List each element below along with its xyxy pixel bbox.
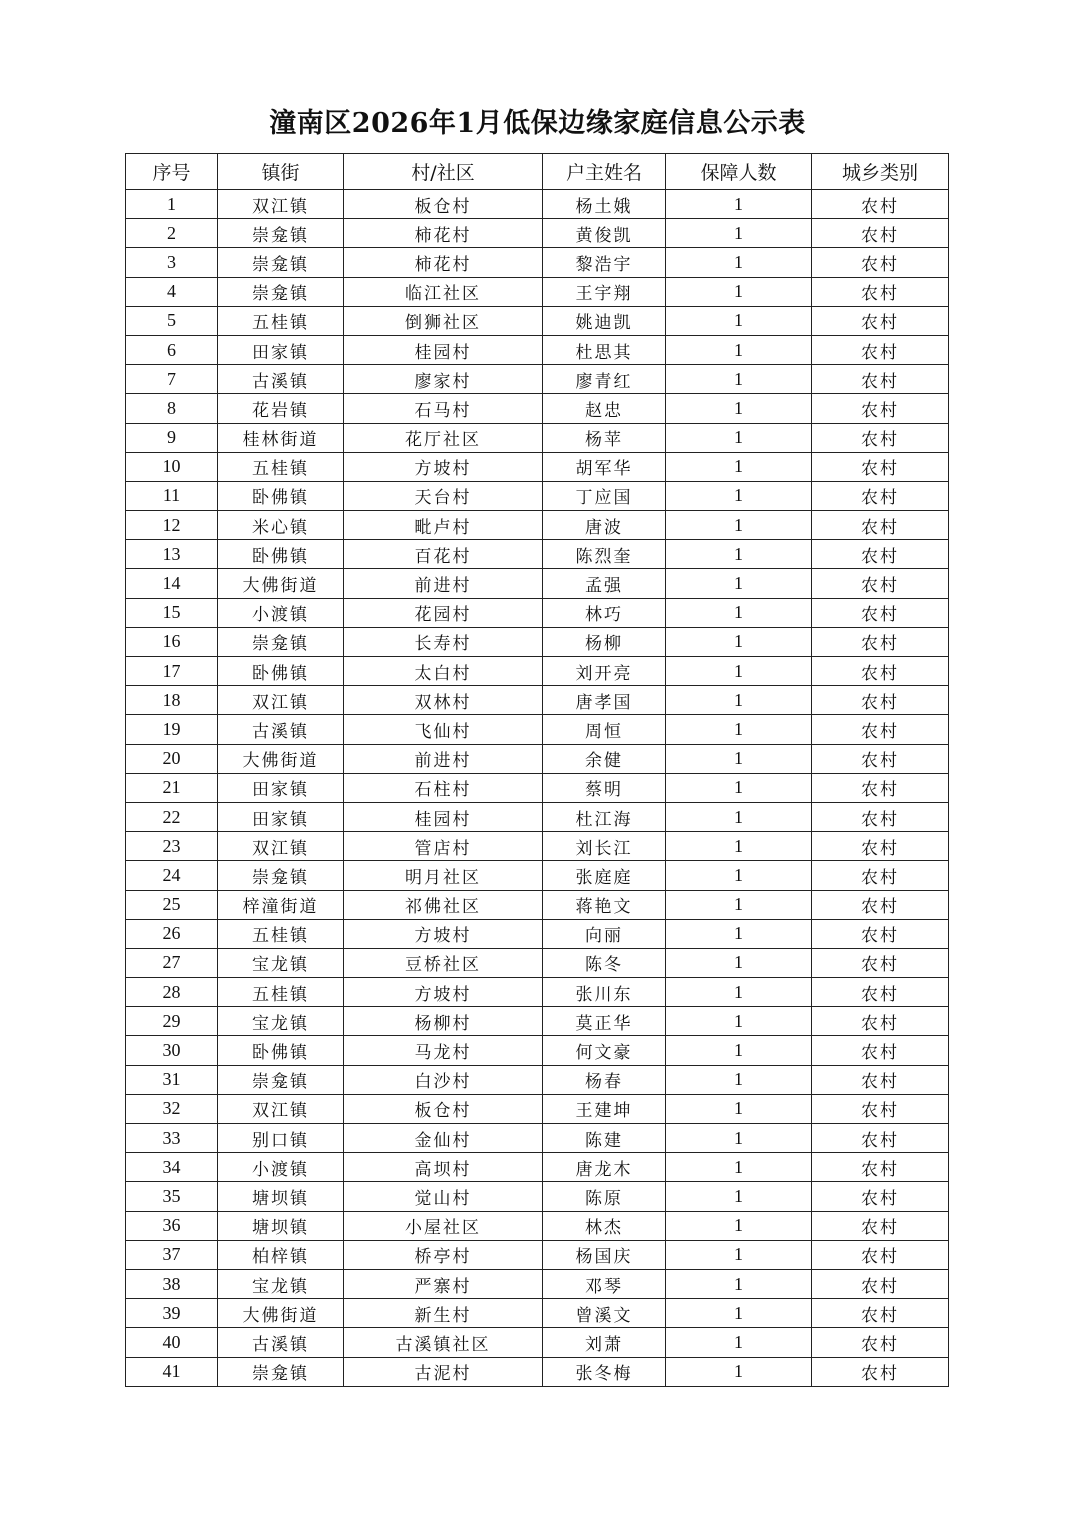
village-cell: 觉山村 [344,1182,543,1211]
table-row [126,511,949,540]
covered-count-cell: 1 [666,832,812,861]
covered-count-cell: 1 [666,1269,812,1298]
category-cell: 农村 [812,1153,949,1182]
town-cell: 宝龙镇 [218,1269,344,1298]
householder-cell: 向丽 [543,919,666,948]
covered-count-cell: 1 [666,744,812,773]
index-cell: 26 [126,919,218,948]
village-cell: 板仓村 [344,190,543,219]
covered-count-cell: 1 [666,1299,812,1328]
table-row [126,715,949,744]
table-row [126,1328,949,1357]
village-cell: 倒狮社区 [344,306,543,335]
householder-cell: 廖青红 [543,365,666,394]
householder-cell: 杜江海 [543,802,666,831]
village-cell: 柿花村 [344,219,543,248]
table-row [126,832,949,861]
category-cell: 农村 [812,1007,949,1036]
covered-count-cell: 1 [666,1094,812,1123]
index-cell: 10 [126,452,218,481]
table-row [126,219,949,248]
index-cell: 32 [126,1094,218,1123]
covered-count-cell: 1 [666,1357,812,1386]
table-row [126,773,949,802]
householder-cell: 曾溪文 [543,1299,666,1328]
category-cell: 农村 [812,306,949,335]
householder-cell: 唐孝国 [543,686,666,715]
village-cell: 花厅社区 [344,423,543,452]
village-cell: 天台村 [344,481,543,510]
householder-cell: 陈原 [543,1182,666,1211]
table-row [126,1182,949,1211]
index-cell: 17 [126,657,218,686]
category-cell: 农村 [812,511,949,540]
town-cell: 双江镇 [218,832,344,861]
covered-count-cell: 1 [666,715,812,744]
index-cell: 41 [126,1357,218,1386]
village-cell: 前进村 [344,569,543,598]
covered-count-cell: 1 [666,802,812,831]
table-row [126,1269,949,1298]
covered-count-cell: 1 [666,365,812,394]
category-cell: 农村 [812,598,949,627]
town-cell: 米心镇 [218,511,344,540]
index-cell: 3 [126,248,218,277]
covered-count-cell: 1 [666,919,812,948]
category-cell: 农村 [812,1240,949,1269]
table-row [126,248,949,277]
table-row [126,686,949,715]
category-cell: 农村 [812,1299,949,1328]
village-cell: 马龙村 [344,1036,543,1065]
index-cell: 27 [126,948,218,977]
covered-count-cell: 1 [666,394,812,423]
town-cell: 塘坝镇 [218,1211,344,1240]
category-cell: 农村 [812,540,949,569]
village-cell: 石马村 [344,394,543,423]
householder-cell: 陈建 [543,1124,666,1153]
covered-count-cell: 1 [666,890,812,919]
town-cell: 卧佛镇 [218,481,344,510]
village-cell: 临江社区 [344,277,543,306]
town-cell: 崇龛镇 [218,1357,344,1386]
town-cell: 双江镇 [218,190,344,219]
index-cell: 4 [126,277,218,306]
covered-count-cell: 1 [666,948,812,977]
category-cell: 农村 [812,1036,949,1065]
covered-count-cell: 1 [666,219,812,248]
covered-count-cell: 1 [666,1153,812,1182]
householder-cell: 刘长江 [543,832,666,861]
town-cell: 崇龛镇 [218,1065,344,1094]
covered-count-cell: 1 [666,773,812,802]
covered-count-cell: 1 [666,598,812,627]
index-cell: 34 [126,1153,218,1182]
town-cell: 桂林街道 [218,423,344,452]
town-cell: 卧佛镇 [218,657,344,686]
category-cell: 农村 [812,773,949,802]
town-cell: 五桂镇 [218,978,344,1007]
category-cell: 农村 [812,190,949,219]
table-row [126,948,949,977]
village-cell: 毗卢村 [344,511,543,540]
covered-count-cell: 1 [666,1124,812,1153]
table-row [126,657,949,686]
village-cell: 管店村 [344,832,543,861]
village-cell: 百花村 [344,540,543,569]
index-cell: 2 [126,219,218,248]
index-cell: 13 [126,540,218,569]
town-cell: 田家镇 [218,773,344,802]
index-cell: 21 [126,773,218,802]
village-cell: 双林村 [344,686,543,715]
town-cell: 大佛街道 [218,744,344,773]
village-cell: 方坡村 [344,919,543,948]
index-cell: 36 [126,1211,218,1240]
town-cell: 卧佛镇 [218,540,344,569]
town-cell: 双江镇 [218,1094,344,1123]
table-row [126,627,949,656]
table-row [126,1065,949,1094]
town-cell: 小渡镇 [218,598,344,627]
village-cell: 古泥村 [344,1357,543,1386]
header-cell-village: 村/社区 [344,154,543,190]
header-cell-covered-count: 保障人数 [666,154,812,190]
householder-cell: 张川东 [543,978,666,1007]
index-cell: 16 [126,627,218,656]
village-cell: 石柱村 [344,773,543,802]
town-cell: 崇龛镇 [218,861,344,890]
householder-cell: 林巧 [543,598,666,627]
table-row [126,481,949,510]
village-cell: 桂园村 [344,335,543,364]
town-cell: 田家镇 [218,335,344,364]
householder-cell: 何文豪 [543,1036,666,1065]
householder-cell: 余健 [543,744,666,773]
category-cell: 农村 [812,394,949,423]
village-cell: 高坝村 [344,1153,543,1182]
table-row [126,802,949,831]
category-cell: 农村 [812,657,949,686]
category-cell: 农村 [812,686,949,715]
table-row [126,598,949,627]
index-cell: 14 [126,569,218,598]
covered-count-cell: 1 [666,569,812,598]
village-cell: 桂园村 [344,802,543,831]
covered-count-cell: 1 [666,686,812,715]
category-cell: 农村 [812,569,949,598]
town-cell: 大佛街道 [218,569,344,598]
town-cell: 大佛街道 [218,1299,344,1328]
table-row [126,1211,949,1240]
header-cell-index: 序号 [126,154,218,190]
table-row [126,540,949,569]
index-cell: 22 [126,802,218,831]
covered-count-cell: 1 [666,657,812,686]
town-cell: 古溪镇 [218,1328,344,1357]
covered-count-cell: 1 [666,540,812,569]
table-row [126,394,949,423]
covered-count-cell: 1 [666,335,812,364]
table-row [126,1299,949,1328]
category-cell: 农村 [812,861,949,890]
town-cell: 卧佛镇 [218,1036,344,1065]
category-cell: 农村 [812,365,949,394]
table-row [126,365,949,394]
category-cell: 农村 [812,715,949,744]
table-row [126,452,949,481]
householder-cell: 黄俊凯 [543,219,666,248]
householder-cell: 张庭庭 [543,861,666,890]
index-cell: 23 [126,832,218,861]
town-cell: 塘坝镇 [218,1182,344,1211]
table-row [126,1153,949,1182]
covered-count-cell: 1 [666,1065,812,1094]
householder-cell: 周恒 [543,715,666,744]
householder-cell: 姚迪凯 [543,306,666,335]
householder-cell: 张冬梅 [543,1357,666,1386]
category-cell: 农村 [812,1065,949,1094]
table-row [126,423,949,452]
header-cell-category: 城乡类别 [812,154,949,190]
village-cell: 花园村 [344,598,543,627]
town-cell: 五桂镇 [218,919,344,948]
index-cell: 1 [126,190,218,219]
householder-cell: 蒋艳文 [543,890,666,919]
index-cell: 11 [126,481,218,510]
category-cell: 农村 [812,890,949,919]
town-cell: 宝龙镇 [218,948,344,977]
table-row [126,744,949,773]
table-row [126,569,949,598]
index-cell: 30 [126,1036,218,1065]
householder-cell: 赵忠 [543,394,666,423]
town-cell: 崇龛镇 [218,627,344,656]
village-cell: 前进村 [344,744,543,773]
householder-cell: 杨苹 [543,423,666,452]
category-cell: 农村 [812,832,949,861]
householder-cell: 杨国庆 [543,1240,666,1269]
index-cell: 15 [126,598,218,627]
page-title: 潼南区2026年1月低保边缘家庭信息公示表 [269,108,806,139]
householder-cell: 孟强 [543,569,666,598]
town-cell: 柏梓镇 [218,1240,344,1269]
category-cell: 农村 [812,978,949,1007]
category-cell: 农村 [812,919,949,948]
covered-count-cell: 1 [666,627,812,656]
town-cell: 崇龛镇 [218,248,344,277]
covered-count-cell: 1 [666,1007,812,1036]
village-cell: 飞仙村 [344,715,543,744]
category-cell: 农村 [812,1328,949,1357]
category-cell: 农村 [812,744,949,773]
index-cell: 9 [126,423,218,452]
covered-count-cell: 1 [666,511,812,540]
category-cell: 农村 [812,423,949,452]
householder-cell: 杨柳 [543,627,666,656]
index-cell: 31 [126,1065,218,1094]
category-cell: 农村 [812,1269,949,1298]
covered-count-cell: 1 [666,481,812,510]
householder-cell: 陈烈奎 [543,540,666,569]
table-row [126,919,949,948]
town-cell: 双江镇 [218,686,344,715]
covered-count-cell: 1 [666,190,812,219]
town-cell: 别口镇 [218,1124,344,1153]
householder-cell: 陈冬 [543,948,666,977]
householder-cell: 王宇翔 [543,277,666,306]
village-cell: 小屋社区 [344,1211,543,1240]
covered-count-cell: 1 [666,452,812,481]
header-cell-householder: 户主姓名 [543,154,666,190]
village-cell: 长寿村 [344,627,543,656]
index-cell: 18 [126,686,218,715]
category-cell: 农村 [812,277,949,306]
town-cell: 古溪镇 [218,365,344,394]
index-cell: 6 [126,335,218,364]
table-row [126,306,949,335]
index-cell: 37 [126,1240,218,1269]
village-cell: 豆桥社区 [344,948,543,977]
village-cell: 严寨村 [344,1269,543,1298]
table-row [126,1240,949,1269]
category-cell: 农村 [812,248,949,277]
category-cell: 农村 [812,219,949,248]
index-cell: 38 [126,1269,218,1298]
village-cell: 新生村 [344,1299,543,1328]
householder-cell: 丁应国 [543,481,666,510]
category-cell: 农村 [812,481,949,510]
town-cell: 田家镇 [218,802,344,831]
householder-cell: 胡军华 [543,452,666,481]
village-cell: 太白村 [344,657,543,686]
category-cell: 农村 [812,627,949,656]
covered-count-cell: 1 [666,277,812,306]
householder-cell: 邓琴 [543,1269,666,1298]
category-cell: 农村 [812,948,949,977]
category-cell: 农村 [812,452,949,481]
index-cell: 7 [126,365,218,394]
category-cell: 农村 [812,1124,949,1153]
covered-count-cell: 1 [666,1182,812,1211]
table-row [126,890,949,919]
householder-cell: 黎浩宇 [543,248,666,277]
village-cell: 祁佛社区 [344,890,543,919]
index-cell: 5 [126,306,218,335]
village-cell: 方坡村 [344,978,543,1007]
index-cell: 33 [126,1124,218,1153]
index-cell: 35 [126,1182,218,1211]
category-cell: 农村 [812,1357,949,1386]
table-row [126,861,949,890]
index-cell: 24 [126,861,218,890]
table-row [126,978,949,1007]
town-cell: 崇龛镇 [218,219,344,248]
category-cell: 农村 [812,1211,949,1240]
category-cell: 农村 [812,335,949,364]
village-cell: 金仙村 [344,1124,543,1153]
covered-count-cell: 1 [666,1036,812,1065]
householder-cell: 杜思其 [543,335,666,364]
village-cell: 古溪镇社区 [344,1328,543,1357]
table-row [126,1036,949,1065]
index-cell: 12 [126,511,218,540]
index-cell: 29 [126,1007,218,1036]
covered-count-cell: 1 [666,861,812,890]
header-cell-town: 镇街 [218,154,344,190]
table-row [126,1124,949,1153]
householder-cell: 杨土娥 [543,190,666,219]
covered-count-cell: 1 [666,1240,812,1269]
index-cell: 8 [126,394,218,423]
village-cell: 桥亭村 [344,1240,543,1269]
roster-table [125,153,949,1387]
table-row [126,335,949,364]
covered-count-cell: 1 [666,306,812,335]
householder-cell: 杨春 [543,1065,666,1094]
table-row [126,277,949,306]
householder-cell: 刘开亮 [543,657,666,686]
covered-count-cell: 1 [666,423,812,452]
index-cell: 25 [126,890,218,919]
village-cell: 杨柳村 [344,1007,543,1036]
table-row [126,1007,949,1036]
index-cell: 39 [126,1299,218,1328]
village-cell: 白沙村 [344,1065,543,1094]
table-row [126,190,949,219]
town-cell: 小渡镇 [218,1153,344,1182]
covered-count-cell: 1 [666,1211,812,1240]
header-row [126,154,949,190]
town-cell: 古溪镇 [218,715,344,744]
index-cell: 20 [126,744,218,773]
town-cell: 宝龙镇 [218,1007,344,1036]
householder-cell: 蔡明 [543,773,666,802]
category-cell: 农村 [812,1182,949,1211]
category-cell: 农村 [812,1094,949,1123]
covered-count-cell: 1 [666,1328,812,1357]
householder-cell: 刘萧 [543,1328,666,1357]
table-row [126,1094,949,1123]
town-cell: 崇龛镇 [218,277,344,306]
town-cell: 梓潼街道 [218,890,344,919]
householder-cell: 唐龙木 [543,1153,666,1182]
village-cell: 板仓村 [344,1094,543,1123]
index-cell: 40 [126,1328,218,1357]
householder-cell: 莫正华 [543,1007,666,1036]
town-cell: 五桂镇 [218,306,344,335]
index-cell: 19 [126,715,218,744]
householder-cell: 林杰 [543,1211,666,1240]
index-cell: 28 [126,978,218,1007]
covered-count-cell: 1 [666,248,812,277]
householder-cell: 王建坤 [543,1094,666,1123]
town-cell: 花岩镇 [218,394,344,423]
village-cell: 明月社区 [344,861,543,890]
householder-cell: 唐波 [543,511,666,540]
village-cell: 方坡村 [344,452,543,481]
village-cell: 柿花村 [344,248,543,277]
town-cell: 五桂镇 [218,452,344,481]
village-cell: 廖家村 [344,365,543,394]
covered-count-cell: 1 [666,978,812,1007]
category-cell: 农村 [812,802,949,831]
table-row [126,1357,949,1386]
